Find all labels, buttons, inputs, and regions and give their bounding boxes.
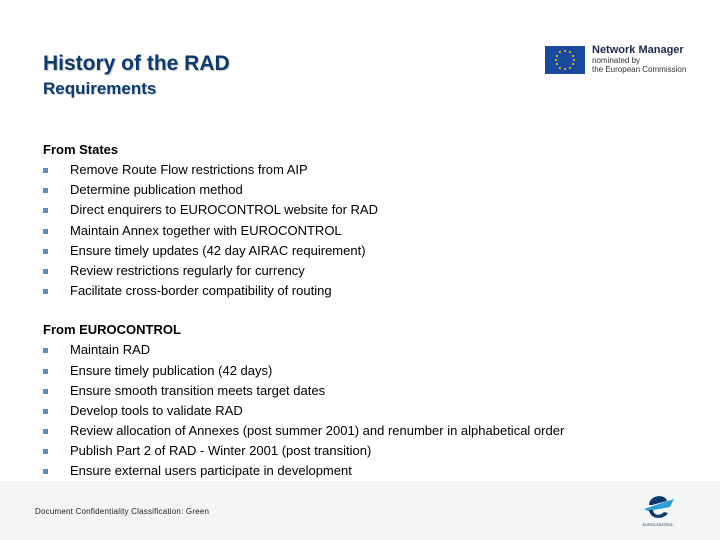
logo-name: Network Manager [592,44,684,56]
bullet-icon [43,261,70,281]
list-item: Ensure timely updates (42 day AIRAC requirement) [43,241,683,261]
list-item: Develop tools to validate RAD [43,401,683,421]
logo-line3: the European Commission [592,65,687,74]
bullet-icon [43,160,70,180]
eurocontrol-label: EUROCONTROL [642,522,674,527]
list-item: Ensure external users participate in development [43,461,683,481]
eurocontrol-e-icon [640,489,676,523]
section-heading-eurocontrol: From EUROCONTROL [43,322,181,338]
bullet-icon [43,221,70,241]
list-item: Determine publication method [43,180,683,200]
list-item: Review allocation of Annexes (post summer 2001) and renumber in alphabetical order [43,421,683,441]
bullet-icon [43,401,70,421]
list-item: Review restrictions regularly for currency [43,261,683,281]
bullet-icon [43,241,70,261]
confidentiality-classification: Document Confidentiality Classification: Green [35,507,210,516]
slide-title: History of the RAD [43,52,230,75]
list-item: Publish Part 2 of RAD - Winter 2001 (post transition) [43,441,683,461]
section-heading-states: From States [43,142,119,157]
list-item: Facilitate cross-border compatibility of routing [43,281,683,301]
slide-content [43,140,683,482]
list-item: Direct enquirers to EUROCONTROL website for RAD [43,200,683,220]
bullet-icon [43,421,70,441]
bullet-icon [43,361,70,381]
list-item: Ensure smooth transition meets target dates [43,381,683,401]
bullet-icon [43,180,70,200]
eurocontrol-logo [640,489,676,531]
eu-flag-icon [545,46,585,74]
bullet-icon [43,441,70,461]
slide-subtitle: Requirements [43,79,157,98]
list-item: Maintain RAD [43,340,683,360]
bullet-icon [43,281,70,301]
list-item: Remove Route Flow restrictions from AIP [43,160,683,180]
list-item: Ensure timely publication (42 days) [43,361,683,381]
slide-footer [0,481,720,540]
bullet-icon [43,340,70,360]
network-manager-logo [545,45,686,74]
bullet-icon [43,461,70,481]
bullet-icon [43,200,70,220]
list-item: Maintain Annex together with EUROCONTROL [43,221,683,241]
bullet-icon [43,381,70,401]
logo-line2: nominated by [592,56,641,65]
